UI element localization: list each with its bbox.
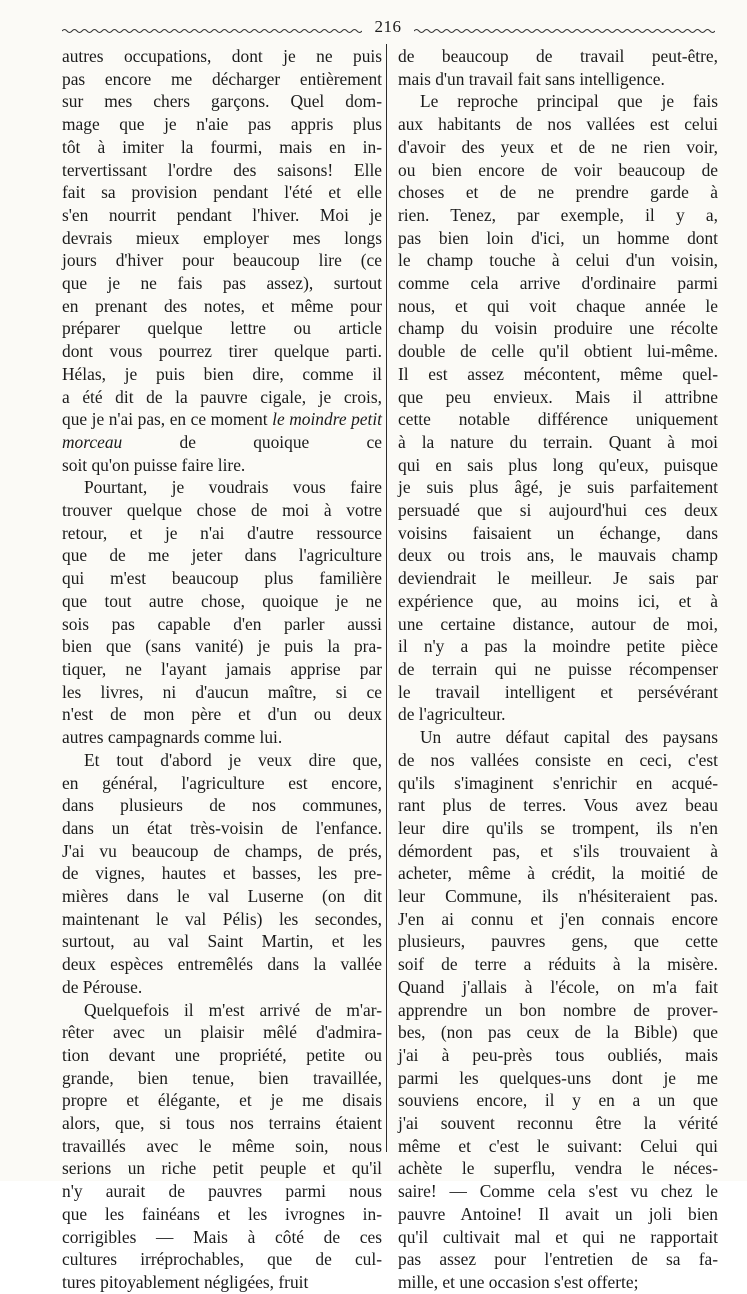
text-line: une certaine distance, autour de moi, [398, 613, 718, 634]
text-line: a été dit de la pauvre cigale, je crois, [62, 386, 382, 407]
text-line: souviens encore, il y en a un que [398, 1090, 718, 1111]
text-line: J'en ai connu et j'en connais encore [398, 908, 718, 929]
line-text: de quoique ce [179, 431, 382, 452]
text-line: corrigibles — Mais à côté de ces [62, 1226, 382, 1247]
text-line: dont vous pourrez tirer quelque parti. [62, 341, 382, 362]
text-line: Quand j'allais à l'école, on m'a fait [398, 976, 718, 997]
text-line: cette notable différence uniquement [398, 409, 718, 430]
line-text: que je n'ai pas, en ce moment [62, 409, 268, 430]
paragraph-start-line: Le reproche principal que je fais [420, 91, 718, 112]
text-line: n'y aurait de pauvres parmi nous [62, 1181, 382, 1202]
text-line: trouver quelque chose de moi à votre [62, 500, 382, 521]
text-line: nous, et qui voit chaque année le [398, 295, 718, 316]
text-line: le travail intelligent et persévérant [398, 681, 718, 702]
text-line: pauvre Antoine! Il avait un joli bien [398, 1203, 718, 1224]
text-line: mage que je n'aie pas appris plus [62, 114, 382, 135]
text-line: qui en sais plus long qu'eux, puisque [398, 454, 718, 475]
text-line: autres campagnards comme lui. [62, 727, 283, 748]
text-line: maintenant le val Pélis) les secondes, [62, 908, 382, 929]
page-number: 216 [374, 17, 402, 36]
text-line: sur mes chers garçons. Quel dom- [62, 91, 382, 112]
text-line: serions un riche petit peuple et qu'il [62, 1158, 382, 1179]
text-line: aux habitants de nos vallées est celui [398, 114, 718, 135]
text-line: tion devant une propriété, petite ou [62, 1044, 382, 1065]
text-line: bes, (non pas ceux de la Bible) que [398, 1022, 718, 1043]
text-line: plusieurs, pauvres gens, que cette [398, 931, 718, 952]
left-column [62, 45, 382, 1294]
text-line: de vignes, hautes et basses, les pre- [62, 863, 382, 884]
paragraph-start-line: Quelquefois il m'est arrivé de m'ar- [84, 999, 382, 1020]
text-line: dans un état très-voisin de l'enfance. [62, 817, 382, 838]
text-line: les livres, ni d'aucun maître, si ce [62, 681, 382, 702]
text-line: comme cela arrive d'ordinaire parmi [398, 273, 718, 294]
text-line: deux ou trois ans, le mauvais champ [398, 545, 718, 566]
text-line: de terrain qui ne puisse récompenser [398, 658, 718, 679]
text-line: mais d'un travail fait sans intelligence. [398, 68, 665, 89]
header-wavy-rule-left [62, 28, 362, 34]
text-line: rien. Tenez, par exemple, il y a, [398, 204, 718, 225]
text-line: en général, l'agriculture est encore, [62, 772, 382, 793]
column-divider [386, 44, 387, 1152]
text-line: sois pas capable d'en parler aussi [62, 613, 382, 634]
italic-phrase: le moindre petit morceau [62, 409, 382, 452]
text-line: de beaucoup de travail peut-être, [398, 46, 718, 66]
text-line: devrais mieux employer mes longs [62, 227, 382, 248]
right-column [398, 45, 718, 1294]
text-line: dans plusieurs de nos communes, [62, 795, 382, 816]
text-line: que de me jeter dans l'agriculture [62, 545, 382, 566]
text-line: deviendrait le meilleur. Je sais par [398, 568, 718, 589]
text-line: que les fainéans et les ivrognes in- [62, 1203, 382, 1224]
text-line: préparer quelque lettre ou article [62, 318, 382, 339]
text-line: s'en nourrit pendant l'hiver. Moi je [62, 204, 382, 225]
text-line: que je ne fais pas assez), surtout [62, 273, 382, 294]
text-line: rant plus de terres. Vous avez beau [398, 795, 718, 816]
text-line: leur dire qu'ils se trompent, ils n'en [398, 817, 718, 838]
text-line: bien que (sans vanité) je puis la pra- [62, 636, 382, 657]
text-line: champ du voisin produire une récolte [398, 318, 718, 339]
text-line: que peu envieux. Mais il attribne [398, 386, 718, 407]
text-line: achète le superflu, vendra le néces- [398, 1158, 718, 1179]
text-line: fait sa provision pendant l'été et elle [62, 182, 382, 203]
text-line: de Pérouse. [62, 976, 143, 997]
text-line: voisins faisaient un échange, dans [398, 522, 718, 543]
text-line: travaillés avec le même soin, nous [62, 1135, 382, 1156]
text-line: Il est assez mécontent, même quel- [398, 363, 718, 384]
text-line: parmi les quelques-uns dont je me [398, 1067, 718, 1088]
text-line: double de celle qu'il obtient lui-même. [398, 341, 718, 362]
text-line: deux espèces entremêlés dans la vallée [62, 954, 382, 975]
text-line: saire! — Comme cela s'est vu chez le [398, 1181, 718, 1202]
text-line: tervertissant l'ordre des saisons! Elle [62, 159, 382, 180]
text-line: acheter, même à crédit, la moitié de [398, 863, 718, 884]
text-line: même et c'est le suivant: Celui qui [398, 1135, 718, 1156]
text-line: expérience que, au moins ici, et à [398, 590, 718, 611]
text-line: retour, et je n'ai d'autre ressource [62, 522, 382, 543]
text-line: soif de terre a réduits à la misère. [398, 954, 718, 975]
text-line-with-italic [62, 408, 382, 453]
text-line: le champ touche à celui d'un voisin, [398, 250, 718, 271]
page-header [62, 16, 715, 38]
text-line: J'ai vu beaucoup de champs, de prés, [62, 840, 382, 861]
text-line: qu'il cultivait mal et qui ne rapportait [398, 1226, 718, 1247]
text-line: grande, bien tenue, bien travaillée, [62, 1067, 382, 1088]
text-line: jours d'hiver pour beaucoup lire (ce [62, 250, 382, 271]
text-line: Hélas, je puis bien dire, comme il [62, 363, 382, 384]
text-line: de l'agriculteur. [398, 704, 506, 725]
text-line: alors, que, si tous nos terrains étaient [62, 1113, 382, 1134]
text-line: pas encore me décharger entièrement [62, 68, 382, 89]
text-line: rêter avec un plaisir mêlé d'admira- [62, 1022, 382, 1043]
text-line: surtout, au val Saint Martin, et les [62, 931, 382, 952]
text-line: autres occupations, dont je ne puis [62, 46, 382, 66]
text-line: qui m'est beaucoup plus familière [62, 568, 382, 589]
text-line: n'est de mon père et d'un ou deux [62, 704, 382, 725]
text-line: démordent pas, et s'ils trouvaient à [398, 840, 718, 861]
text-line: tures pitoyablement négligées, fruit [62, 1271, 309, 1292]
text-line: qu'ils s'imaginent s'enrichir en acqué- [398, 772, 718, 793]
paragraph-start-line: Et tout d'abord je veux dire que, [84, 749, 382, 770]
text-line: pas bien loin d'ici, un homme dont [398, 227, 718, 248]
text-line: apprendre un bon nombre de prover- [398, 999, 718, 1020]
text-line: persuadé que si aujourd'hui ces deux [398, 500, 718, 521]
text-line: à la nature du terrain. Quant à moi [398, 431, 718, 452]
text-line: leur Commune, ils n'hésiteraient pas. [398, 886, 718, 907]
header-wavy-rule-right [414, 28, 715, 34]
text-line: en prenant des notes, et même pour [62, 295, 382, 316]
paragraph-start-line: Un autre défaut capital des paysans [420, 727, 718, 748]
text-line: mières dans le val Luserne (on dit [62, 886, 382, 907]
text-line: j'ai souvent reconnu être la vérité [398, 1113, 718, 1134]
text-line: d'avoir des yeux et de ne rien voir, [398, 136, 718, 157]
text-line: de nos vallées consiste en ceci, c'est [398, 749, 718, 770]
text-line: j'ai à peu-près tous oubliés, mais [398, 1044, 718, 1065]
text-line: mille, et une occasion s'est offerte; [398, 1271, 639, 1292]
text-line: ou bien encore de voir beaucoup de [398, 159, 718, 180]
text-line: soit qu'on puisse faire lire. [62, 454, 246, 475]
text-line: il n'y a pas la moindre petite pièce [398, 636, 718, 657]
text-line: propre et élégante, et je me disais [62, 1090, 382, 1111]
text-line: choses et de ne prendre garde à [398, 182, 718, 203]
text-line: cultures irréprochables, que de cul- [62, 1249, 382, 1270]
text-line: tôt à imiter la fourmi, mais en in- [62, 136, 382, 157]
text-line: tiquer, ne l'ayant jamais apprise par [62, 658, 382, 679]
text-line: pas assez pour l'entretien de sa fa- [398, 1249, 718, 1270]
text-line: que tout autre chose, quoique je ne [62, 590, 382, 611]
paragraph-start-line: Pourtant, je voudrais vous faire [84, 477, 382, 498]
text-line: je suis plus âgé, je suis parfaitement [398, 477, 718, 498]
